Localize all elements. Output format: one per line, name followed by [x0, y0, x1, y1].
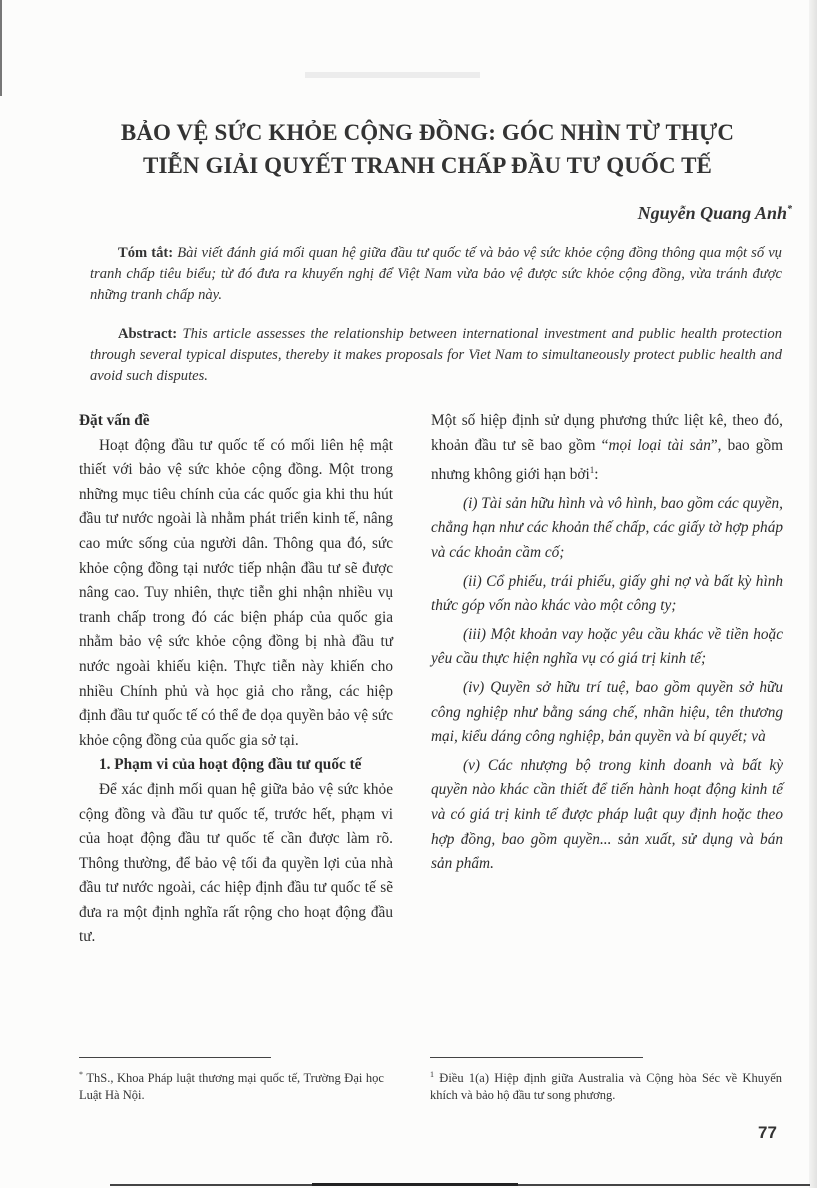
page-right-edge-shadow	[809, 0, 817, 1188]
page-number: 77	[758, 1123, 777, 1142]
title-line-2: TIỄN GIẢI QUYẾT TRANH CHẤP ĐẦU TƯ QUỐC TẾ	[143, 153, 712, 178]
abstract-vi-label: Tóm tắt:	[118, 245, 174, 261]
footnote-mark: 1	[430, 1070, 434, 1079]
footnote-mark: *	[79, 1070, 83, 1079]
section-heading-1: 1. Phạm vi của hoạt động đầu tư quốc tế	[99, 756, 362, 774]
bleed-through-header	[305, 72, 480, 78]
list-item: (iii) Một khoản vay hoặc yêu cầu khác về tiền hoặc yêu cầu thực hiện nghĩa vụ có giá trị kinh tế;	[431, 625, 783, 668]
footnote-ref-1: 1	[589, 465, 595, 476]
author-name	[638, 203, 792, 224]
footnote-divider-left	[79, 1057, 271, 1058]
footnote-author-text: ThS., Khoa Pháp luật thương mại quốc tế, Trường Đại học Luật Hà Nội.	[79, 1071, 384, 1103]
enumeration-intro	[431, 409, 783, 488]
title-line-1: BẢO VỆ SỨC KHỎE CỘNG ĐỒNG: GÓC NHÌN TỪ THỰC	[120, 120, 735, 145]
article-title	[60, 116, 795, 182]
intro-text-1: Một số hiệp định sử dụng phương thức liệt kê, theo đó, khoản đầu tư sẽ bao gồm “	[431, 412, 783, 454]
abstract-vietnamese	[90, 243, 782, 306]
page-left-edge	[0, 0, 2, 96]
abstract-english	[90, 324, 782, 387]
author-footnote-mark: *	[787, 204, 792, 215]
section-1-paragraph: Để xác định mối quan hệ giữa bảo vệ sức khỏe cộng đồng và đầu tư quốc tế, trước hết, phạm vi của hoạt động đầu tư quốc tế cần được làm rõ. Thông thường, để bảo vệ tối đa quyền lợi của nhà đầu tư nước ngoài, các hiệp định đầu tư quốc tế sẽ đưa ra một định nghĩa rất rộng cho hoạt động đầu tư.	[79, 780, 393, 946]
footnote-divider-right	[430, 1057, 643, 1058]
intro-text-2: ”, bao gồm nhưng không giới hạn bởi	[431, 436, 783, 484]
author-text: Nguyễn Quang Anh	[637, 203, 787, 223]
left-column	[79, 409, 393, 950]
section-heading-introduction: Đặt vấn đề	[79, 412, 150, 429]
list-item: (v) Các nhượng bộ trong kinh doanh và bất kỳ quyền nào khác cần thiết để tiến hành hoạt động kinh tế và có giá trị kinh tế được pháp luật quy định hoặc theo hợp đồng, bao gồm quyền... sản xuất, sử dụng và bán sản phẩm.	[431, 756, 783, 873]
list-item: (i) Tài sản hữu hình và vô hình, bao gồm các quyền, chẳng hạn như các khoản thế chấp, các giấy tờ hợp pháp và các khoản cầm cố;	[431, 494, 783, 562]
footnote-author	[79, 1066, 384, 1104]
abstract-en-label: Abstract:	[118, 326, 178, 342]
intro-italic-term: mọi loại tài sản	[608, 436, 711, 454]
footnote-1	[430, 1066, 782, 1104]
list-item: (iv) Quyền sở hữu trí tuệ, bao gồm quyền sở hữu công nghiệp như bằng sáng chế, nhãn hiệu, tên thương mại, kiểu dáng công nghiệp, bản quyền và bí quyết; và	[431, 679, 783, 746]
footnote-1-text: Điều 1(a) Hiệp định giữa Australia và Cộng hòa Séc về Khuyến khích và bảo hộ đầu tư song phương.	[430, 1071, 782, 1103]
intro-text-3: :	[594, 466, 599, 484]
list-item: (ii) Cổ phiếu, trái phiếu, giấy ghi nợ và bất kỳ hình thức góp vốn nào khác vào một công ty;	[431, 572, 783, 615]
right-column	[431, 409, 783, 877]
intro-paragraph: Hoạt động đầu tư quốc tế có mối liên hệ mật thiết với bảo vệ sức khỏe cộng đồng. Một trong những mục tiêu chính của các quốc gia khi thu hút đầu tư nước ngoài là nhằm phát triển kinh tế, nâng cao mức sống của người dân. Thông qua đó, sức khỏe cộng đồng tại nước tiếp nhận đầu tư sẽ được nâng cao. Tuy nhiên, thực tiễn ghi nhận nhiều vụ tranh chấp trong đó các biện pháp của quốc gia nhằm bảo vệ sức khỏe cộng đồng bị nhà đầu tư nước ngoài khiếu kiện. Thực tiễn này khiến cho nhiều Chính phủ và học giả cho rằng, các hiệp định đầu tư quốc tế có thể đe dọa quyền bảo vệ sức khỏe cộng đồng của quốc gia sở tại.	[79, 436, 393, 749]
abstract-vi-text: Bài viết đánh giá mối quan hệ giữa đầu tư quốc tế và bảo vệ sức khỏe cộng đồng thông qua một số vụ tranh chấp tiêu biểu; từ đó đưa ra khuyến nghị để Việt Nam vừa bảo vệ được sức khỏe cộng đồng, vừa tránh được những tranh chấp này.	[90, 245, 782, 303]
bottom-edge-line-dark	[312, 1183, 518, 1186]
abstract-en-text: This article assesses the relationship between international investment and public health protection through several typical disputes, thereby it makes proposals for Viet Nam to simultaneously protect public health and avoid such disputes.	[90, 326, 782, 384]
